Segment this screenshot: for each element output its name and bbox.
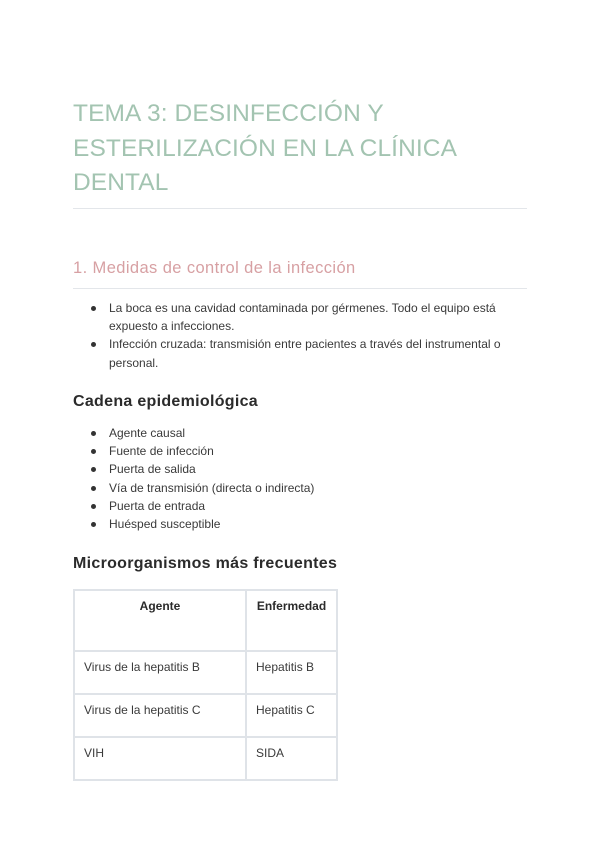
cadena-list bbox=[73, 424, 527, 533]
bullet-icon bbox=[91, 504, 96, 509]
column-header-agente: Agente bbox=[74, 590, 246, 651]
subheading-microorganismos: Microorganismos más frecuentes bbox=[73, 555, 338, 572]
list-item: Huésped susceptible bbox=[73, 515, 527, 533]
list-item: Agente causal bbox=[73, 424, 527, 442]
title-divider bbox=[73, 208, 527, 209]
subheading-cadena: Cadena epidemiológica bbox=[73, 393, 259, 410]
table-cell: SIDA bbox=[246, 737, 337, 780]
bullet-icon bbox=[91, 522, 96, 527]
bullet-icon bbox=[91, 449, 96, 454]
bullet-icon bbox=[91, 486, 96, 491]
section-heading-medidas: 1. Medidas de control de la infección bbox=[73, 259, 356, 277]
list-item: Vía de transmisión (directa o indirecta) bbox=[73, 479, 527, 497]
bullet-icon bbox=[91, 431, 96, 436]
table-row bbox=[74, 694, 337, 737]
bullet-icon bbox=[91, 467, 96, 472]
table-cell: VIH bbox=[74, 737, 246, 780]
bullet-icon bbox=[91, 306, 96, 311]
medidas-list bbox=[73, 299, 513, 372]
list-item: Fuente de infección bbox=[73, 442, 527, 460]
table-cell: Hepatitis C bbox=[246, 694, 337, 737]
section-divider bbox=[73, 288, 527, 289]
table-cell: Virus de la hepatitis C bbox=[74, 694, 246, 737]
table-cell: Hepatitis B bbox=[246, 651, 337, 694]
table-row bbox=[74, 651, 337, 694]
microorganismos-table bbox=[73, 589, 338, 781]
table-row bbox=[74, 737, 337, 780]
table-cell: Virus de la hepatitis B bbox=[74, 651, 246, 694]
document-title: TEMA 3: DESINFECCIÓN Y ESTERILIZACIÓN EN LA CLÍNICA DENTAL bbox=[73, 100, 456, 196]
column-header-enfermedad: Enfermedad bbox=[246, 590, 337, 651]
list-item: Infección cruzada: transmisión entre pacientes a través del instrumental o personal. bbox=[73, 335, 513, 371]
bullet-icon bbox=[91, 342, 96, 347]
list-item: Puerta de entrada bbox=[73, 497, 527, 515]
table-header-row bbox=[74, 590, 337, 651]
list-item: La boca es una cavidad contaminada por gérmenes. Todo el equipo está expuesto a infecciones. bbox=[73, 299, 513, 335]
list-item: Puerta de salida bbox=[73, 460, 527, 478]
